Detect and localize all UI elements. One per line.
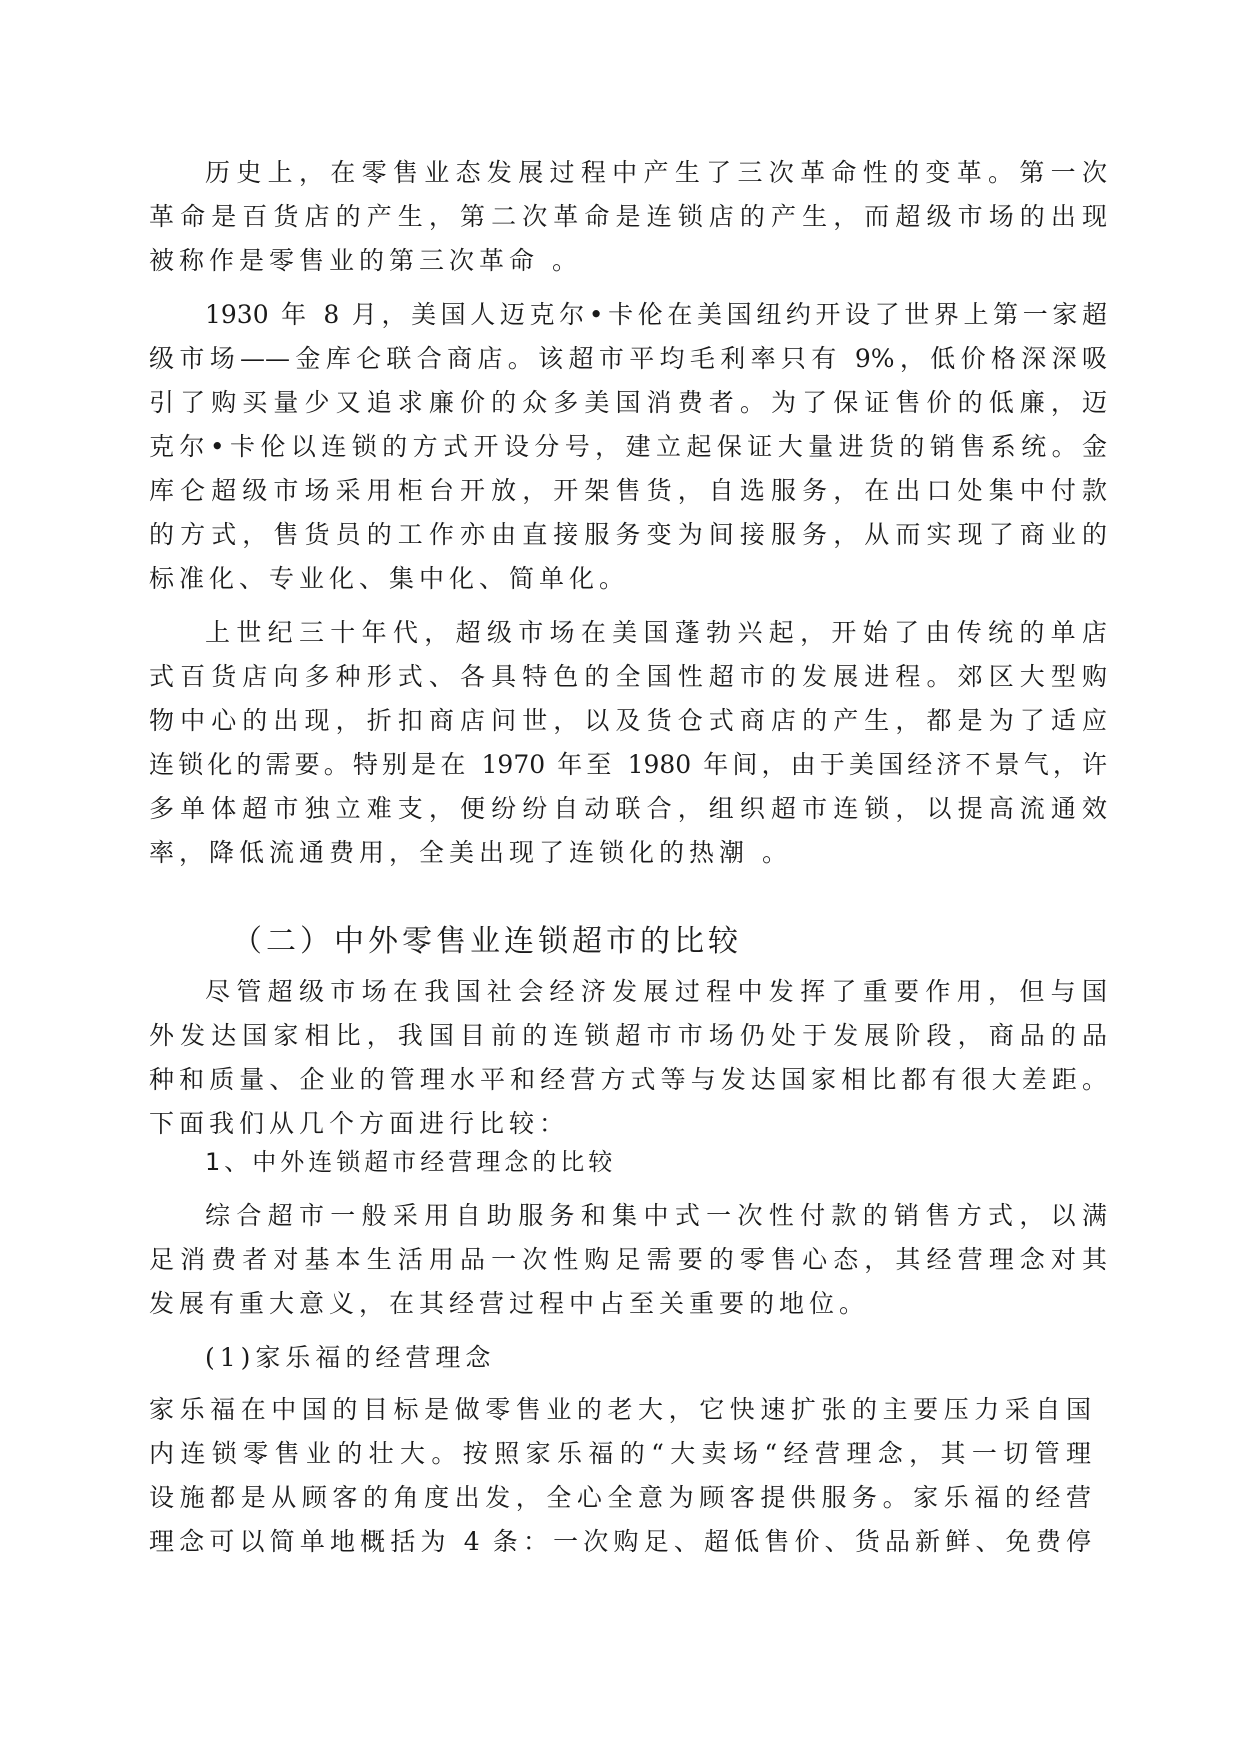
para2-line-3: 引了购买量少又追求廉价的众多美国消费者。为了保证售价的低廉，迈 — [149, 388, 1107, 417]
para6-line-2: 内连锁零售业的壮大。按照家乐福的“大卖场“经营理念，其一切管理 — [149, 1439, 1091, 1468]
para3-line-6: 率，降低流通费用，全美出现了连锁化的热潮 。 — [149, 838, 792, 867]
para6-line-4: 理念可以简单地概括为 4 条：一次购足、超低售价、货品新鲜、免费停 — [149, 1527, 1091, 1556]
para3-line-1: 上世纪三十年代，超级市场在美国蓬勃兴起，开始了由传统的单店 — [205, 618, 1107, 647]
para6-line-3: 设施都是从顾客的角度出发，全心全意为顾客提供服务。家乐福的经营 — [149, 1483, 1091, 1512]
subsection-heading: 1、中外连锁超市经营理念的比较 — [205, 1148, 617, 1176]
para1-line-3: 被称作是零售业的第三次革命 。 — [149, 246, 582, 275]
para4-line-2: 外发达国家相比，我国目前的连锁超市市场仍处于发展阶段，商品的品 — [149, 1021, 1107, 1050]
para4-line-3: 种和质量、企业的管理水平和经营方式等与发达国家相比都有很大差距。 — [149, 1065, 1107, 1094]
para2-line-6: 的方式，售货员的工作亦由直接服务变为间接服务，从而实现了商业的 — [149, 520, 1107, 549]
para2-line-4: 克尔•卡伦以连锁的方式开设分号，建立起保证大量进货的销售系统。金 — [149, 432, 1107, 461]
para4-line-4: 下面我们从几个方面进行比较： — [149, 1109, 570, 1138]
para2-line-5: 库仑超级市场采用柜台开放，开架售货，自选服务，在出口处集中付款 — [149, 476, 1107, 505]
para3-line-5: 多单体超市独立难支，便纷纷自动联合，组织超市连锁，以提高流通效 — [149, 794, 1107, 823]
item-title: (1)家乐福的经营理念 — [205, 1343, 496, 1372]
para2-line-7: 标准化、专业化、集中化、简单化。 — [149, 564, 630, 593]
para2-line-2: 级市场——金库仑联合商店。该超市平均毛利率只有 9%，低价格深深吸 — [149, 344, 1107, 373]
para5-line-1: 综合超市一般采用自助服务和集中式一次性付款的销售方式，以满 — [205, 1201, 1107, 1230]
para5-line-3: 发展有重大意义，在其经营过程中占至关重要的地位。 — [149, 1289, 870, 1318]
para3-line-2: 式百货店向多种形式、各具特色的全国性超市的发展进程。郊区大型购 — [149, 662, 1107, 691]
para5-line-2: 足消费者对基本生活用品一次性购足需要的零售心态，其经营理念对其 — [149, 1245, 1107, 1274]
para4-line-1: 尽管超级市场在我国社会经济发展过程中发挥了重要作用，但与国 — [205, 977, 1107, 1006]
section-heading: （二）中外零售业连锁超市的比较 — [232, 924, 742, 959]
para6-line-1: 家乐福在中国的目标是做零售业的老大，它快速扩张的主要压力采自国 — [149, 1395, 1091, 1424]
para3-line-4: 连锁化的需要。特别是在 1970 年至 1980 年间，由于美国经济不景气，许 — [149, 750, 1107, 779]
para1-line-2: 革命是百货店的产生，第二次革命是连锁店的产生，而超级市场的出现 — [149, 202, 1107, 231]
para2-line-1: 1930 年 8 月，美国人迈克尔•卡伦在美国纽约开设了世界上第一家超 — [205, 300, 1107, 329]
para3-line-3: 物中心的出现，折扣商店问世，以及货仓式商店的产生，都是为了适应 — [149, 706, 1107, 735]
para1-line-1: 历史上，在零售业态发展过程中产生了三次革命性的变革。第一次 — [205, 158, 1107, 187]
